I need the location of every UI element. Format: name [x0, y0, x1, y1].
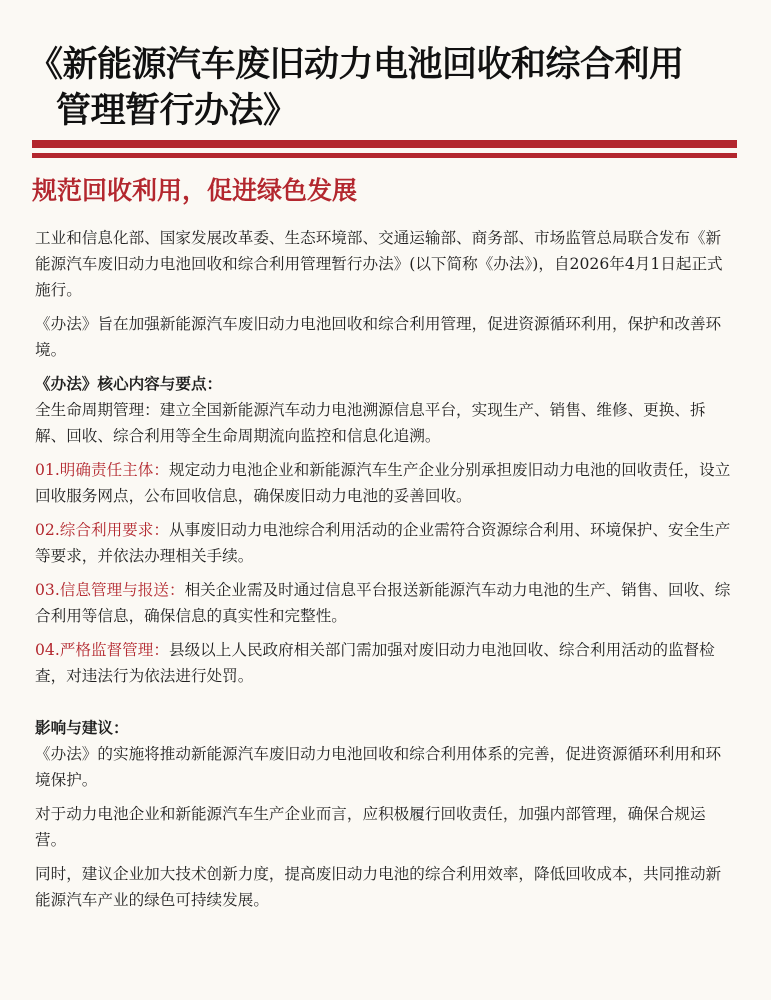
- title-line-1: 《新能源汽车废旧动力电池回收和综合利用: [28, 44, 684, 85]
- core-item-label: 01.明确责任主体：: [35, 461, 169, 479]
- document-subtitle: 规范回收利用，促进绿色发展: [32, 176, 358, 205]
- impact-paragraph-3: 同时，建议企业加大技术创新力度，提高废旧动力电池的综合利用效率，降低回收成本，共同推动新能源汽车产业的绿色可持续发展。: [35, 865, 722, 909]
- core-item-label: 03.信息管理与报送：: [35, 581, 185, 599]
- title-line-2: 管理暂行办法》: [56, 90, 298, 131]
- title-divider-thin: [32, 153, 737, 158]
- core-item-text: 相关企业需及时通过信息平台报送新能源汽车动力电池的生产、销售、回收、综合利用等信息，确保信息的真实性和完整性。: [35, 581, 731, 625]
- impact-heading: 影响与建议：: [35, 718, 129, 737]
- section-spacer: [35, 689, 735, 711]
- core-item-text: 规定动力电池企业和新能源汽车生产企业分别承担废旧动力电池的回收责任，设立回收服务网点，公布回收信息，确保废旧动力电池的妥善回收。: [35, 461, 731, 505]
- core-item-label: 02.综合利用要求：: [35, 521, 169, 539]
- intro-paragraph-1: 工业和信息化部、国家发展改革委、生态环境部、交通运输部、商务部、市场监管总局联合发布《新能源汽车废旧动力电池回收和综合利用管理暂行办法》(以下简称《办法》)，自2026年4月1日起正式施行。: [35, 229, 723, 299]
- impact-paragraph-2: 对于动力电池企业和新能源汽车生产企业而言，应积极履行回收责任，加强内部管理，确保合规运营。: [35, 805, 706, 849]
- core-item-4: [35, 637, 735, 689]
- intro-paragraph-2: 《办法》旨在加强新能源汽车废旧动力电池回收和综合利用管理，促进资源循环利用，保护和改善环境。: [35, 315, 722, 359]
- document-body: [35, 225, 735, 921]
- core-item-text: 县级以上人民政府相关部门需加强对废旧动力电池回收、综合利用活动的监督检查，对违法行为依法进行处罚。: [35, 641, 715, 685]
- core-item-1: [35, 457, 735, 509]
- core-item-3: [35, 577, 735, 629]
- core-item-text: 从事废旧动力电池综合利用活动的企业需符合资源综合利用、环境保护、安全生产等要求，并依法办理相关手续。: [35, 521, 731, 565]
- core-item-label: 04.严格监督管理：: [35, 641, 169, 659]
- core-item-2: [35, 517, 735, 569]
- title-divider-thick: [32, 140, 737, 148]
- document-title: [28, 42, 748, 134]
- impact-paragraph-1: 《办法》的实施将推动新能源汽车废旧动力电池回收和综合利用体系的完善，促进资源循环利用和环境保护。: [35, 745, 722, 789]
- lifecycle-paragraph: 全生命周期管理：建立全国新能源汽车动力电池溯源信息平台，实现生产、销售、维修、更换、拆解、回收、综合利用等全生命周期流向监控和信息化追溯。: [35, 401, 706, 445]
- core-heading: 《办法》核心内容与要点：: [35, 374, 223, 393]
